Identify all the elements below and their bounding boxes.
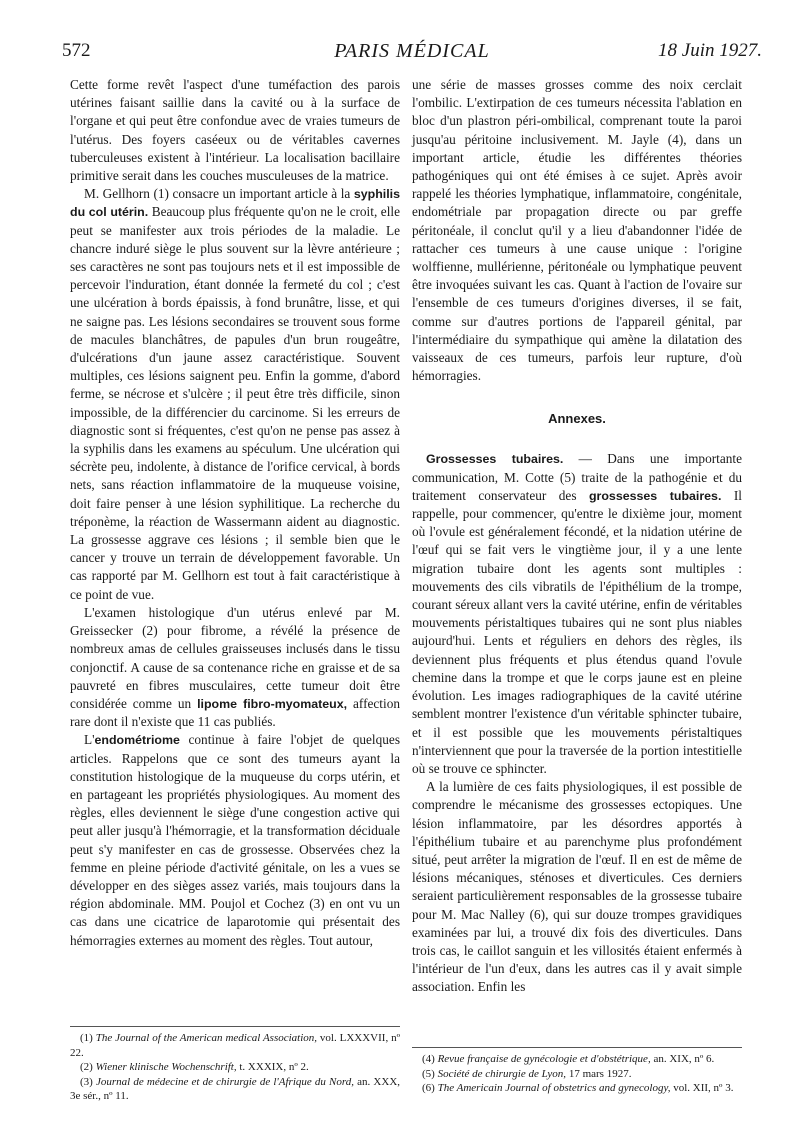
- footnote: (4) Revue française de gynécologie et d'obstétrique, an. XIX, nº 6.: [422, 1053, 715, 1065]
- paragraph: Cette forme revêt l'aspect d'une tuméfaction des parois utérines faisant saillie dans la cavité ou à la surface de l'organe et qui peut être confondue avec de vraies tumeurs de l'utérus. Des foyers caséeux ou de véritables cavernes tuberculeuses existent à l'intérieur. La localisation bacillaire primitive serait dans les couches musculeuses de la matrice.: [70, 77, 400, 184]
- topic-term: syphilis du col utérin.: [70, 187, 400, 220]
- topic-term: endométriome: [94, 733, 180, 748]
- footnote: (5) Société de chirurgie de Lyon, 17 mars 1927.: [422, 1067, 632, 1080]
- journal-title: PARIS MÉDICAL: [334, 40, 490, 62]
- subsection-heading: Grossesses tubaires.: [426, 452, 564, 467]
- topic-term: lipome fibro-myomateux,: [197, 696, 348, 711]
- footnotes-left: [70, 1026, 400, 1104]
- paragraph: L'endométriome continue à faire l'objet de quelques articles. Rappelons que ce sont des tumeurs ayant la constitution histologique de la muqueuse du corps utérin, et en partageant les propriétés physiologiques. Au moment des règles, elles deviennent le siège d'une congestion active qui peut aller jusqu'à l'hémorragie, et la transformation déciduale peut s'y manifester en cas de grossesse. Observées chez la femme en pleine période d'activité génitale, on les a vues se développer en des sièges assez variés, mais toujours dans la région abdominale. MM. Poujol et Cochez (3) en ont vu un cas dans une cicatrice de laparotomie qui présentait des hémorragies externes au moment des règles. Tout autour,: [70, 732, 400, 948]
- left-column: [70, 76, 400, 950]
- footnote: (6) The Americain Journal of obstetrics and gynecology, vol. XII, nº 3.: [422, 1082, 734, 1095]
- right-column: [412, 76, 742, 997]
- issue-date: 18 Juin 1927.: [658, 40, 762, 61]
- section-heading: Annexes.: [548, 411, 606, 427]
- paragraph: M. Gellhorn (1) consacre un important article à la syphilis du col utérin. Beaucoup plus fréquente qu'on ne le croit, elle peut se manifester aux trois périodes de la maladie. Le chancre induré siège le plus souvent sur la lèvre antérieure ; ses caractères ne sont pas toujours nets et il est impossible de percevoir l'induration, étant donnée la fermeté du col ; c'est une ulcération à bords épaissis, à fond brunâtre, lisse, et qui ne saigne pas. Les lésions secondaires se trouvent sous forme de macules blanchâtres, de papules d'un brun rougeâtre, d'ulcérations d'un jaune assez caractéristique. Souvent multiples, ces lésions saignent peu. Enfin la gomme, d'abord ferme, se nécrose et s'ulcère ; il peut être très difficile, sinon impossible, de la différencier du carcinome. Si les erreurs de diagnostic sont si fréquentes, c'est qu'on ne pense pas assez à la syphilis dans les examens au spéculum. Une ulcération qui sécrète peu, indolente, à distance de l'orifice cervical, à bords nets, sans réaction inflammatoire de la muqueuse voisine, doit faire penser à une lésion syphilitique. La recherche du tréponème, la réaction de Wassermann aident au diagnostic. La grossesse aggrave ces lésions ; il semble bien que le cancer y trouve un terrain de développement favorable. Un cas rapporté par M. Gellhorn est tout à fait caractéristique à ce point de vue.: [70, 186, 400, 602]
- page-number: 572: [62, 40, 91, 61]
- footnotes-right: [412, 1047, 742, 1096]
- paragraph: une série de masses grosses comme des noix cerclait l'ombilic. L'extirpation de ces tumeurs nécessita l'ablation en bloc d'un plastron péri-ombilical, comprenant toute la paroi jusqu'au péritoine inclusivement. M. Jayle (4), dans un important article, étudie les différentes théories pathogéniques qui ont été émises à ce sujet. Après avoir rappelé les théories lymphatique, inflammatoire, congénitale, endométriale par propagation directe ou par greffe péritonéale, il conclut qu'il y a lieu d'abandonner l'idée de rattacher ces tumeurs à une cause unique : l'origine wolffienne, mullérienne, péritonéale ou lymphatique peuvent être invoquées suivant les cas. Quant à l'action de l'ovaire sur l'ensemble de ces tumeurs d'origines diverses, il se fait, comme sur d'autres portions de l'appareil génital, par l'intermédiaire du sympathique qui amène la dilatation des vaisseaux de ces tumeurs, parfois leur rupture, d'où hémorragies.: [412, 77, 742, 384]
- paragraph: L'examen histologique d'un utérus enlevé par M. Greissecker (2) pour fibrome, a révélé la présence de nombreux amas de cellules graisseuses inclusés dans le tissu conjonctif. A cause de sa contenance riche en graisse et de sa pauvreté en fibres musculaires, cette tumeur doit être considérée comme un lipome fibro-myomateux, affection rare dont il n'existe que 11 cas publiés.: [70, 604, 400, 730]
- footnote: (1) The Journal of the American medical Association, vol. LXXXVII, nº 22.: [70, 1032, 401, 1059]
- running-header: [62, 40, 762, 70]
- footnote: (2) Wiener klinische Wochenschrift, t. XXXIX, nº 2.: [80, 1061, 309, 1074]
- topic-term: grossesses tubaires.: [588, 488, 722, 503]
- paragraph: A la lumière de ces faits physiologiques, il est possible de comprendre le mécanisme des grossesses ectopiques. Une lésion inflammatoire, par les désordres apportés à l'épithélium tubaire et au parenchyme plus profondément situé, peut arrêter la migration de l'œuf. Il en est de même de lésions mécaniques, sténoses et diverticules. Ces derniers seraient particulièrement responsables de la grossesse tubaire pour M. Mac Nalley (6), qui sur douze trompes gravidiques examinées par lui, a trouvé dix fois des diverticules. Dans trois cas, le caillot sanguin et les villosités étaient enfermés à l'intérieur de l'un d'eux, dans les autres cas il y avait simple association. Enfin les: [412, 779, 742, 995]
- paragraph: Grossesses tubaires. — Dans une importante communication, M. Cotte (5) traite de la pathogénie et du traitement conservateur des grossesses tubaires. Il rappelle, pour commencer, qu'entre le dixième jour, moment où l'ovule est généralement fécondé, et la nidation utérine de l'œuf qui se fait vers le vingtième jour, il y a une lente migration tubaire dont les agents sont multiples : mouvements des cils vibratils de l'épithélium de la trompe, courant séreux allant vers la cavité utérine, enfin de véritables mouvements péristaltiques tubaires qui ne sont plus niables aujourd'hui. Lents et réguliers en dehors des règles, ils deviennent plus fréquents et plus étendus quand l'ovule chemine dans la trompe et que le corps jaune est en pleine évolution. Les images radiographiques de la cavité utérine semblent montrer l'existence d'un véritable sphincter tubaire, et il est possible que les mouvements péristaltiques n'interviennent que pour la traversée de la portion intestitielle où se trouve ce sphincter.: [412, 451, 742, 776]
- footnote: (3) Journal de médecine et de chirurgie de l'Afrique du Nord, an. XXX, 3e sér., nº 11.: [70, 1075, 401, 1103]
